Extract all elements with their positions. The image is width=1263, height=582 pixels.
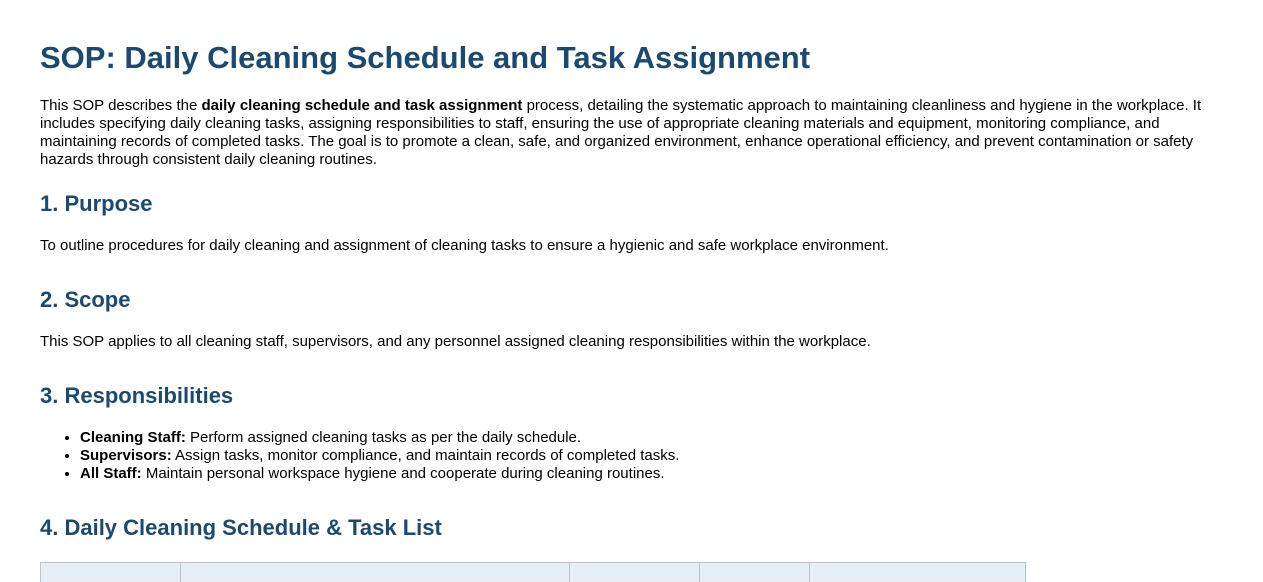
role-description: Maintain personal workspace hygiene and cooperate during cleaning routines.: [141, 465, 665, 482]
schedule-heading: 4. Daily Cleaning Schedule & Task List: [40, 515, 442, 540]
list-item: [80, 447, 679, 465]
responsibilities-heading: 3. Responsibilities: [40, 383, 234, 408]
scope-heading: 2. Scope: [40, 287, 131, 312]
list-item: [80, 429, 679, 447]
schedule-table-header: [40, 562, 1026, 582]
scope-text: This SOP applies to all cleaning staff, supervisors, and any personnel assigned cleaning responsibilities within the workplace.: [40, 333, 871, 350]
role-description: Assign tasks, monitor compliance, and maintain records of completed tasks.: [171, 447, 680, 464]
responsibilities-list: [40, 429, 679, 483]
intro-text-bold: daily cleaning schedule and task assignment: [201, 97, 523, 114]
purpose-text: To outline procedures for daily cleaning and assignment of cleaning tasks to ensure a hygienic and safe workplace environment.: [40, 237, 889, 254]
purpose-heading: 1. Purpose: [40, 191, 153, 216]
page-title: SOP: Daily Cleaning Schedule and Task Assignment: [40, 40, 811, 75]
role-label: Supervisors:: [80, 447, 172, 464]
intro-text-before: This SOP describes the: [40, 97, 202, 114]
role-label: All Staff:: [80, 465, 142, 482]
list-item: [80, 465, 679, 483]
intro-paragraph: [40, 97, 1230, 169]
role-description: Perform assigned cleaning tasks as per the daily schedule.: [185, 429, 582, 446]
role-label: Cleaning Staff:: [80, 429, 186, 446]
intro-text-after: process, detailing the systematic approach to maintaining cleanliness and hygiene in the workplace. It includes specifying daily cleaning tasks, assigning responsibilities to staff, ensuring the use of appropriate cleaning materials and equipment, monitoring compliance, and maintaining records of completed tasks. The goal is to promote a clean, safe, and organized environment, enhance operational efficiency, and prevent contamination or safety hazards through consistent daily cleaning routines.: [40, 97, 1202, 168]
